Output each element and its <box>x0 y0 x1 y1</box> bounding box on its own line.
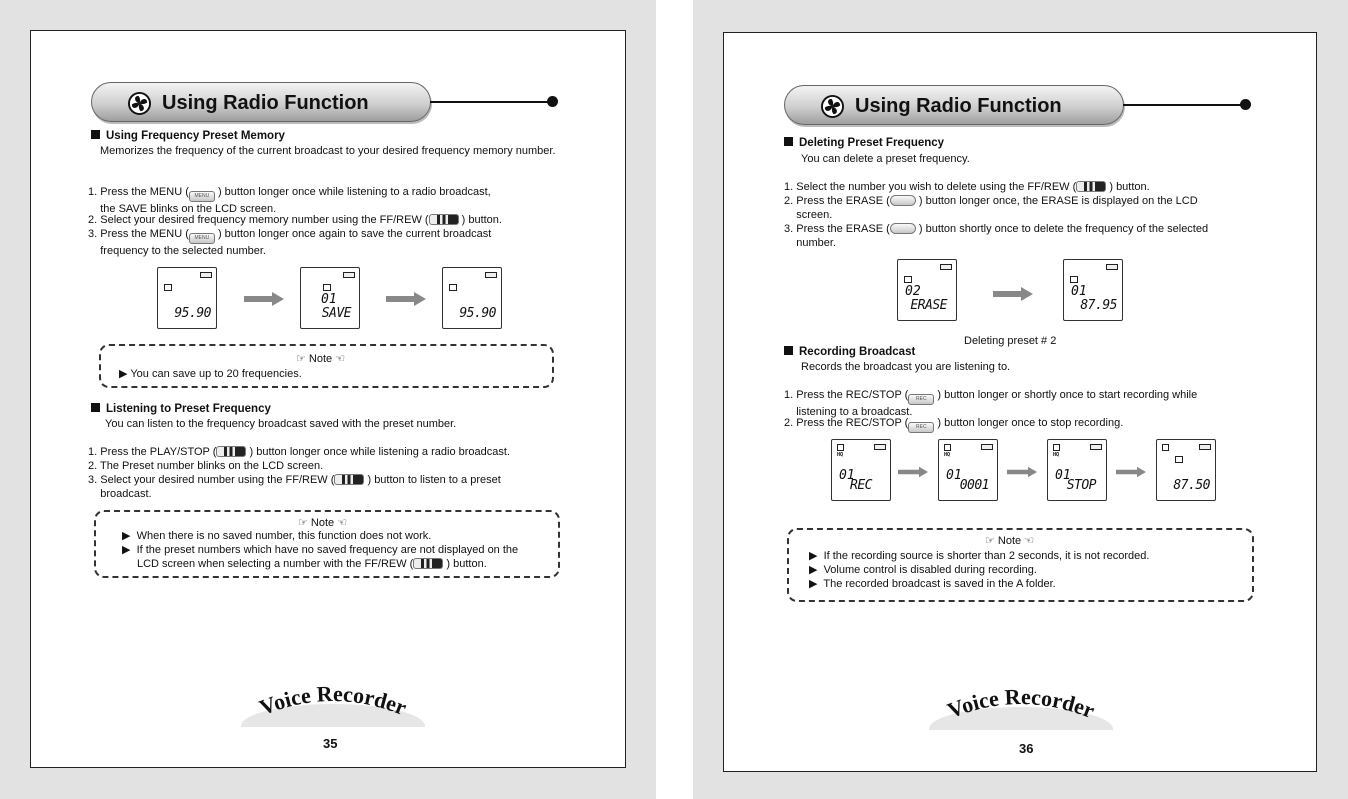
lcd-preset-number: 01 <box>321 292 337 307</box>
fm-icon <box>1175 456 1183 463</box>
battery-icon <box>1199 444 1211 450</box>
rec-button-icon: REC <box>908 422 934 433</box>
page-title: Using Radio Function <box>855 95 1062 117</box>
right-page-sheet <box>693 0 1348 799</box>
hq-label: HQ <box>1053 452 1060 458</box>
hq-label: HQ <box>837 452 844 458</box>
lcd-preset-number: 01 <box>1071 284 1087 299</box>
ff-rew-button-icon <box>413 558 443 569</box>
lcd-frequency: 95.90 <box>459 306 496 321</box>
note-title: ☞ Note ☜ <box>298 517 348 529</box>
fm-icon <box>1070 276 1078 283</box>
step-2: 2. Select your desired frequency memory number using the FF/REW ( ) button. <box>88 214 502 226</box>
ff-rew-button-icon <box>334 474 364 485</box>
step-3: 3. Press the ERASE ( ) button shortly once to delete the frequency of the selected number. <box>784 223 1209 249</box>
lcd-preset-number: 02 <box>905 284 921 299</box>
arrow-right-icon <box>1116 465 1146 479</box>
arrow-right-icon <box>993 287 1033 301</box>
lcd-display <box>1156 439 1216 501</box>
battery-icon <box>343 272 355 278</box>
section-heading: Using Frequency Preset Memory <box>91 130 285 142</box>
step-1: 1. Press the REC/STOP ( REC ) button longer or shortly once to start recording while listening to a broadcast. <box>784 389 1198 418</box>
fm-icon <box>904 276 912 283</box>
left-page <box>68 64 587 751</box>
section-banner <box>91 82 431 122</box>
section-description: Memorizes the frequency of the current broadcast to your desired frequency memory number. <box>100 145 556 157</box>
note-item: ▶ Volume control is disabled during recording. <box>809 564 1037 576</box>
section-heading: Listening to Preset Frequency <box>91 403 271 415</box>
battery-icon <box>1106 264 1118 270</box>
menu-button-icon: MENU <box>189 191 215 202</box>
svg-text:Voice Recorder: Voice Recorder <box>943 685 1099 724</box>
lcd-status: ERASE <box>910 298 947 313</box>
battery-icon <box>981 444 993 450</box>
lcd-display <box>300 267 360 329</box>
section-heading: Recording Broadcast <box>784 346 915 358</box>
step-1: 1. Select the number you wish to delete using the FF/REW ( ) button. <box>784 181 1150 193</box>
section-heading: Deleting Preset Frequency <box>784 137 944 149</box>
note-box <box>787 528 1254 602</box>
fm-icon <box>164 284 172 291</box>
arrow-right-icon <box>244 292 284 306</box>
lcd-display <box>1047 439 1107 501</box>
banner-leader-line <box>1123 104 1243 106</box>
arrow-right-icon <box>898 465 928 479</box>
lcd-counter: 0001 <box>959 478 989 493</box>
lcd-status: STOP <box>1066 478 1096 493</box>
menu-button-icon: MENU <box>189 233 215 244</box>
note-item: ▶ When there is no saved number, this function does not work. <box>122 530 432 542</box>
fm-icon <box>323 284 331 291</box>
svg-text:Voice Recorder: Voice Recorder <box>255 682 411 721</box>
note-item: ▶ If the recording source is shorter than 2 seconds, it is not recorded. <box>809 550 1150 562</box>
erase-button-icon <box>890 223 916 234</box>
page-number: 36 <box>1019 741 1034 756</box>
battery-icon <box>874 444 886 450</box>
banner-leader-line <box>430 101 550 103</box>
section-description: Records the broadcast you are listening to. <box>801 361 1011 373</box>
battery-icon <box>940 264 952 270</box>
step-2: 2. The Preset number blinks on the LCD screen. <box>88 460 324 472</box>
folder-a-icon <box>1053 444 1060 451</box>
note-item: ▶ The recorded broadcast is saved in the A folder. <box>809 578 1056 590</box>
lcd-status: SAVE <box>321 306 351 321</box>
note-title: ☞ Note ☜ <box>296 353 346 365</box>
banner-leader-dot <box>1240 99 1251 110</box>
voice-recorder-logo <box>921 685 1121 730</box>
right-page <box>761 67 1280 756</box>
lcd-display <box>1063 259 1123 321</box>
ff-rew-button-icon <box>1076 181 1106 192</box>
step-1: 1. Press the PLAY/STOP ( ) button longer once while listening a radio broadcast. <box>88 446 510 458</box>
battery-icon <box>485 272 497 278</box>
rec-button-icon: REC <box>908 394 934 405</box>
note-box <box>99 344 554 388</box>
fan-icon <box>821 95 844 118</box>
lcd-display <box>831 439 891 501</box>
page-title: Using Radio Function <box>162 92 369 114</box>
hq-label: HQ <box>944 452 951 458</box>
lcd-display <box>442 267 502 329</box>
lcd-preset-number: 01 <box>1055 468 1071 483</box>
lcd-frequency: 95.90 <box>174 306 211 321</box>
battery-icon <box>1090 444 1102 450</box>
step-1: 1. Press the MENU ( MENU ) button longer once while listening to a radio broadcast, the SAVE blinks on the LCD screen. <box>88 186 491 215</box>
play-stop-button-icon <box>216 446 246 457</box>
note-item: ▶ If the preset numbers which have no saved frequency are not displayed on the <box>122 544 519 556</box>
folder-a-icon <box>1162 444 1169 451</box>
figure-caption: Deleting preset # 2 <box>964 335 1057 347</box>
folder-a-icon <box>944 444 951 451</box>
voice-recorder-logo <box>233 682 433 727</box>
lcd-display <box>157 267 217 329</box>
note-title: ☞ Note ☜ <box>985 535 1035 547</box>
lcd-display <box>938 439 998 501</box>
step-2: 2. Press the ERASE ( ) button longer once, the ERASE is displayed on the LCD screen. <box>784 195 1198 221</box>
folder-a-icon <box>837 444 844 451</box>
arrow-right-icon <box>1007 465 1037 479</box>
ff-rew-button-icon <box>429 214 459 225</box>
fm-icon <box>449 284 457 291</box>
lcd-preset-number: 01 <box>839 468 855 483</box>
step-2: 2. Press the REC/STOP ( REC ) button longer once to stop recording. <box>784 416 1264 433</box>
lcd-frequency: 87.50 <box>1173 478 1210 493</box>
section-description: You can listen to the frequency broadcast saved with the preset number. <box>105 418 457 430</box>
lcd-frequency: 87.95 <box>1080 298 1117 313</box>
arrow-right-icon <box>386 292 426 306</box>
step-3: 3. Press the MENU ( MENU ) button longer once again to save the current broadcast frequency to the selected number. <box>88 228 492 257</box>
section-description: You can delete a preset frequency. <box>801 153 970 165</box>
lcd-display <box>897 259 957 321</box>
erase-button-icon <box>890 195 916 206</box>
step-3: 3. Select your desired number using the FF/REW ( ) button to listen to a preset broadcast. <box>88 474 501 500</box>
note-item: ▶ You can save up to 20 frequencies. <box>119 368 302 380</box>
section-banner <box>784 85 1124 125</box>
note-box <box>94 510 560 578</box>
banner-leader-dot <box>547 96 558 107</box>
page-number: 35 <box>323 736 338 751</box>
lcd-status: REC <box>850 478 872 493</box>
left-page-sheet <box>0 0 656 799</box>
battery-icon <box>200 272 212 278</box>
lcd-preset-number: 01 <box>946 468 962 483</box>
fan-icon <box>128 92 151 115</box>
note-item: LCD screen when selecting a number with the FF/REW ( ) button. <box>137 558 487 570</box>
